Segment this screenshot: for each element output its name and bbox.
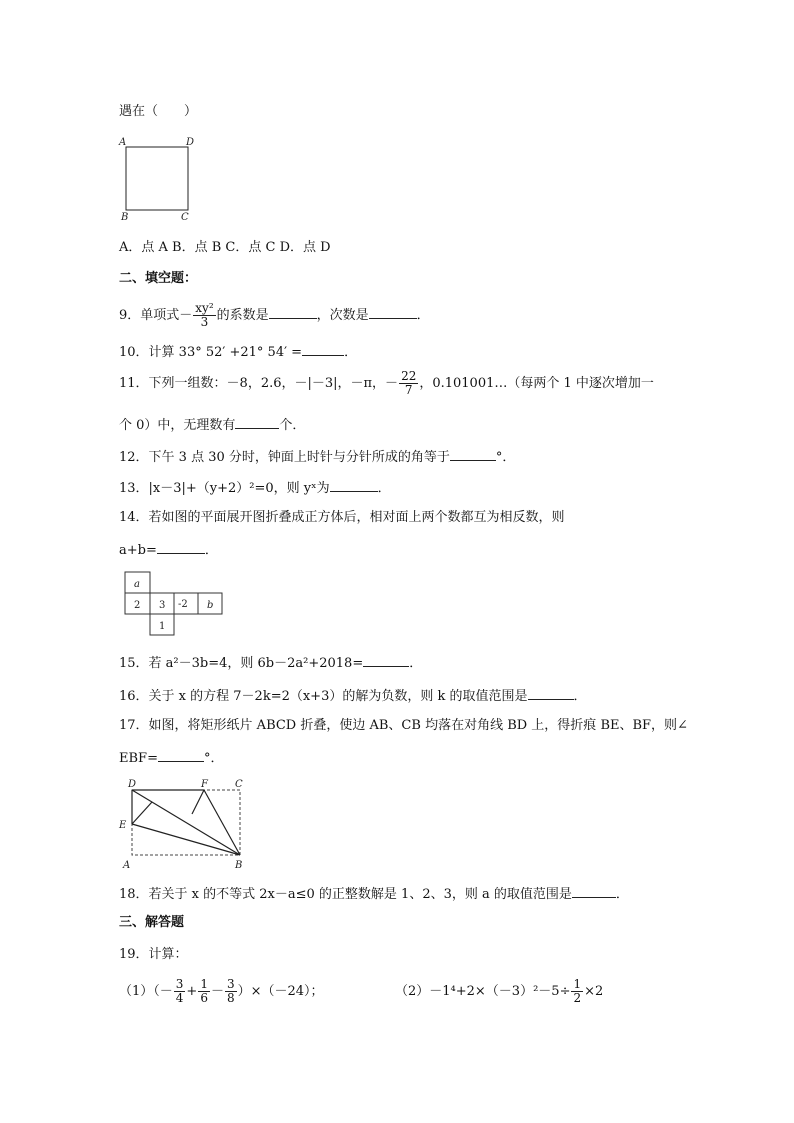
q14-blank[interactable] xyxy=(157,540,205,554)
fig17-c: C xyxy=(235,779,243,790)
q11-line1 xyxy=(119,366,654,402)
q9-num: xy² xyxy=(195,301,214,315)
q16-text: 16．关于 x 的方程 7－2k=2（x+3）的解为负数，则 k 的取值范围是 xyxy=(119,689,528,704)
q19-p1-f2-num: 1 xyxy=(200,977,208,991)
q15-text: 15．若 a²－3b=4，则 6b－2a²+2018= xyxy=(119,656,364,671)
fig17-f: F xyxy=(201,779,208,790)
q10 xyxy=(119,342,357,362)
q16-end: ． xyxy=(573,689,587,704)
net-a: a xyxy=(134,579,140,590)
q9-blank2[interactable] xyxy=(369,305,417,319)
q19-p1-prefix: （1）（－ xyxy=(119,984,173,999)
q17-line2 xyxy=(119,748,223,768)
q14-line2 xyxy=(119,540,218,560)
fig17-e: E xyxy=(119,820,127,831)
q12-end: °． xyxy=(495,450,516,465)
q19-p1-minus: － xyxy=(210,984,224,999)
q13-end: ． xyxy=(377,481,391,496)
q11-prefix: 11．下列一组数：－8，2.6，－|－3|，－π，－ xyxy=(119,376,399,391)
q19-p1-f1-num: 3 xyxy=(175,977,184,991)
q11-blank[interactable] xyxy=(235,415,279,429)
q9-mid: 的系数是 xyxy=(216,308,269,323)
label-b: B xyxy=(121,212,129,223)
q15-end: ． xyxy=(409,656,423,671)
q15-blank[interactable] xyxy=(363,653,409,667)
q9-blank1[interactable] xyxy=(269,305,317,319)
fig17-a: A xyxy=(123,860,131,871)
q14-line1: 14．若如图的平面展开图折叠成正方体后，相对面上两个数都互为相反数，则 xyxy=(119,510,565,525)
q18-blank[interactable] xyxy=(572,884,616,898)
q13-text: 13．|x－3|+（y+2）²=0，则 yˣ为 xyxy=(119,481,330,496)
q9-prefix: 9．单项式－ xyxy=(119,308,193,323)
q16 xyxy=(119,686,587,706)
net-b: b xyxy=(207,600,214,611)
q9-mid2: ，次数是 xyxy=(316,308,369,323)
q11-num: 22 xyxy=(401,369,417,383)
section2-title: 二、填空题： xyxy=(119,271,198,286)
q17-line1: 17．如图，将矩形纸片 ABCD 折叠，使边 AB、CB 均落在对角线 BD 上，得折痕 BE、BF，则∠ xyxy=(119,718,688,733)
q19-p1-frac2 xyxy=(198,978,210,1005)
section3-title: 三、解答题 xyxy=(119,915,185,930)
q9-den: 3 xyxy=(200,315,209,329)
q9 xyxy=(119,300,430,332)
q18 xyxy=(119,884,629,904)
q17-blank[interactable] xyxy=(158,748,204,762)
q8-tail: 遇在（ ） xyxy=(119,104,198,119)
q19-part1 xyxy=(119,972,324,1012)
q8-options: A．点 A B．点 B C．点 C D．点 D xyxy=(119,240,331,255)
net-1: 1 xyxy=(159,621,166,632)
q19-p1-suffix: ）×（－24）； xyxy=(237,984,324,999)
q17-end: °． xyxy=(203,751,224,766)
q14-end: ． xyxy=(204,543,218,558)
label-a: A xyxy=(119,137,127,148)
q12-text: 12．下午 3 点 30 分时，钟面上时针与分针所成的角等于 xyxy=(119,450,450,465)
fig17-d: D xyxy=(128,779,137,790)
q16-blank[interactable] xyxy=(528,686,574,700)
q12 xyxy=(119,447,515,467)
net-2: 2 xyxy=(134,600,141,611)
q10-end: ． xyxy=(344,345,358,360)
q12-blank[interactable] xyxy=(450,447,496,461)
q10-blank[interactable] xyxy=(302,342,344,356)
q19-p1-f2-den: 6 xyxy=(200,991,208,1005)
q11-line2a: 个 0）中，无理数有 xyxy=(119,418,236,433)
q18-end: ． xyxy=(615,887,629,902)
q19-p2-num: 1 xyxy=(573,977,582,991)
q11-den: 7 xyxy=(404,383,413,397)
q10-text: 10．计算 33° 52′ +21° 54′ = xyxy=(119,345,303,360)
q19-p2-den: 2 xyxy=(573,991,582,1005)
q9-fraction xyxy=(193,302,215,329)
q11-fraction xyxy=(399,370,418,397)
q13 xyxy=(119,478,391,498)
q19-p1-f3-num: 3 xyxy=(226,977,235,991)
label-d: D xyxy=(186,137,195,148)
q19-p1-frac3 xyxy=(225,978,237,1005)
q18-text: 18．若关于 x 的不等式 2x－a≤0 的正整数解是 1、2、3，则 a 的取值范围是 xyxy=(119,887,572,902)
q19-p1-f3-den: 8 xyxy=(226,991,235,1005)
q13-blank[interactable] xyxy=(330,478,378,492)
q15 xyxy=(119,653,422,673)
q14-cube-net xyxy=(120,568,230,640)
q11-line2b: 个． xyxy=(279,418,306,433)
net-neg2: -2 xyxy=(178,599,188,610)
label-c: C xyxy=(181,212,189,223)
q19-p2-frac xyxy=(571,978,583,1005)
q14-line2-text: a+b= xyxy=(119,543,157,558)
q19-p1-frac1 xyxy=(174,978,186,1005)
q11-suffix: ，0.101001…（每两个 1 中逐次增加一 xyxy=(419,376,654,391)
q19-p2-suffix: ×2 xyxy=(584,984,604,999)
q19-p1-f1-den: 4 xyxy=(175,991,184,1005)
q19-p1-plus: + xyxy=(186,984,198,999)
q19-p2-prefix: （2）－1⁴+2×（－3）²－5÷ xyxy=(395,984,571,999)
net-3: 3 xyxy=(159,600,166,611)
q19-part2 xyxy=(395,972,603,1012)
q19-title: 19．计算： xyxy=(119,947,188,962)
fig17-b: B xyxy=(235,860,243,871)
q9-end: ． xyxy=(416,308,430,323)
q17-rectangle-figure xyxy=(117,776,255,872)
q8-square-figure xyxy=(118,134,200,224)
q17-line2-text: EBF= xyxy=(119,751,158,766)
q11-line2 xyxy=(119,415,305,435)
